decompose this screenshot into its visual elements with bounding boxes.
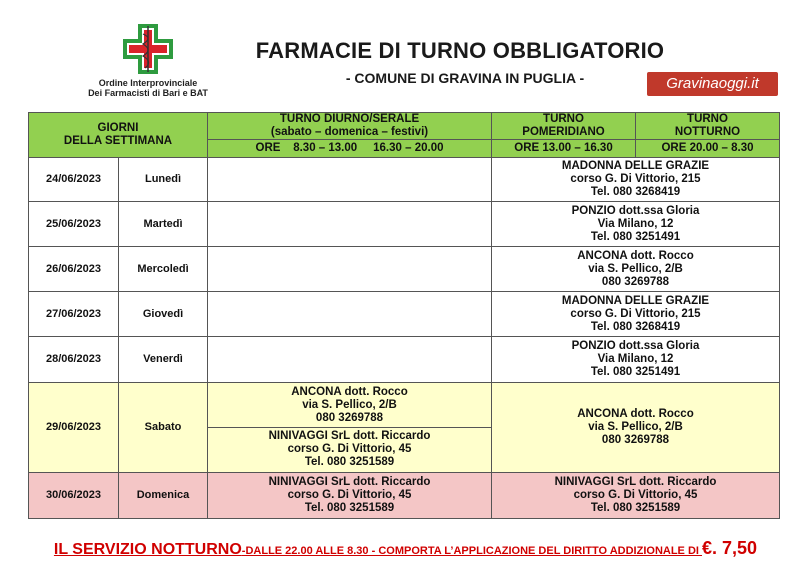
row-date: 28/06/2023 <box>29 337 119 383</box>
row-day: Domenica <box>119 473 208 519</box>
hours-pomeridiano: ORE 13.00 – 16.30 <box>492 140 636 158</box>
row-date: 25/06/2023 <box>29 202 119 247</box>
saturday-night-pharmacy: ANCONA dott. Rocco via S. Pellico, 2/B 080 3269788 <box>492 383 780 473</box>
row-diurno-empty <box>208 202 492 247</box>
row-diurno-empty <box>208 337 492 383</box>
notice-price: €. 7,50 <box>702 538 758 558</box>
sunday-night-pharmacy: NINIVAGGI SrL dott. Riccardo corso G. Di Vittorio, 45 Tel. 080 3251589 <box>492 473 780 519</box>
saturday-diurno <box>208 383 492 473</box>
org-name <box>68 78 228 98</box>
page-title: FARMACIE DI TURNO OBBLIGATORIO <box>255 38 665 63</box>
hours-diurno: ORE 8.30 – 13.00 16.30 – 20.00 <box>208 140 492 158</box>
row-day: Venerdì <box>119 337 208 383</box>
page-subtitle: - COMUNE DI GRAVINA IN PUGLIA - <box>345 70 585 86</box>
row-diurno-empty <box>208 247 492 292</box>
table-row <box>29 292 780 337</box>
hours-notturno: ORE 20.00 – 8.30 <box>636 140 780 158</box>
sunday-diurno-pharmacy: NINIVAGGI SrL dott. Riccardo corso G. Di Vittorio, 45 Tel. 080 3251589 <box>208 473 492 519</box>
row-pharmacy: ANCONA dott. Rocco via S. Pellico, 2/B 080 3269788 <box>492 247 780 292</box>
row-day: Mercoledì <box>119 247 208 292</box>
row-day: Sabato <box>119 383 208 473</box>
table-row <box>29 202 780 247</box>
duty-schedule-table <box>28 112 780 519</box>
sunday-row <box>29 473 780 519</box>
notice-text: -DALLE 22.00 ALLE 8.30 - COMPORTA L’APPLICAZIONE DEL DIRITTO ADDIZIONALE DI <box>241 545 703 557</box>
row-date: 26/06/2023 <box>29 247 119 292</box>
table-row <box>29 247 780 292</box>
source-badge[interactable]: Gravinaoggi.it <box>647 72 778 96</box>
row-pharmacy: PONZIO dott.ssa Gloria Via Milano, 12 Tel. 080 3251491 <box>492 202 780 247</box>
col-header-diurno: TURNO DIURNO/SERALE (sabato – domenica – festivi) <box>208 113 492 140</box>
org-line-2: Dei Farmacisti di Bari e BAT <box>88 88 208 98</box>
row-day: Lunedì <box>119 158 208 202</box>
col-header-giorni: GIORNI DELLA SETTIMANA <box>29 113 208 158</box>
table-row <box>29 158 780 202</box>
row-date: 27/06/2023 <box>29 292 119 337</box>
org-line-1: Ordine Interprovinciale <box>98 78 198 88</box>
row-day: Giovedì <box>119 292 208 337</box>
night-service-notice <box>30 538 781 559</box>
order-logo <box>68 22 228 112</box>
row-date: 24/06/2023 <box>29 158 119 202</box>
notice-heading: IL SERVIZIO NOTTURNO <box>53 541 242 558</box>
header-row <box>29 113 780 140</box>
row-pharmacy: MADONNA DELLE GRAZIE corso G. Di Vittorio, 215 Tel. 080 3268419 <box>492 292 780 337</box>
row-date: 29/06/2023 <box>29 383 119 473</box>
col-header-notturno: TURNO NOTTURNO <box>636 113 780 140</box>
col-header-pomeridiano: TURNO POMERIDIANO <box>492 113 636 140</box>
row-diurno-empty <box>208 292 492 337</box>
saturday-diurno-pharmacy-1: ANCONA dott. Rocco via S. Pellico, 2/B 080 3269788 <box>291 386 408 424</box>
table-row <box>29 337 780 383</box>
row-pharmacy: MADONNA DELLE GRAZIE corso G. Di Vittorio, 215 Tel. 080 3268419 <box>492 158 780 202</box>
row-pharmacy: PONZIO dott.ssa Gloria Via Milano, 12 Tel. 080 3251491 <box>492 337 780 383</box>
row-day: Martedì <box>119 202 208 247</box>
row-date: 30/06/2023 <box>29 473 119 519</box>
saturday-diurno-pharmacy-2: NINIVAGGI SrL dott. Riccardo corso G. Di Vittorio, 45 Tel. 080 3251589 <box>208 427 491 469</box>
saturday-row <box>29 383 780 473</box>
caduceus-cross-icon <box>119 22 177 76</box>
row-diurno-empty <box>208 158 492 202</box>
